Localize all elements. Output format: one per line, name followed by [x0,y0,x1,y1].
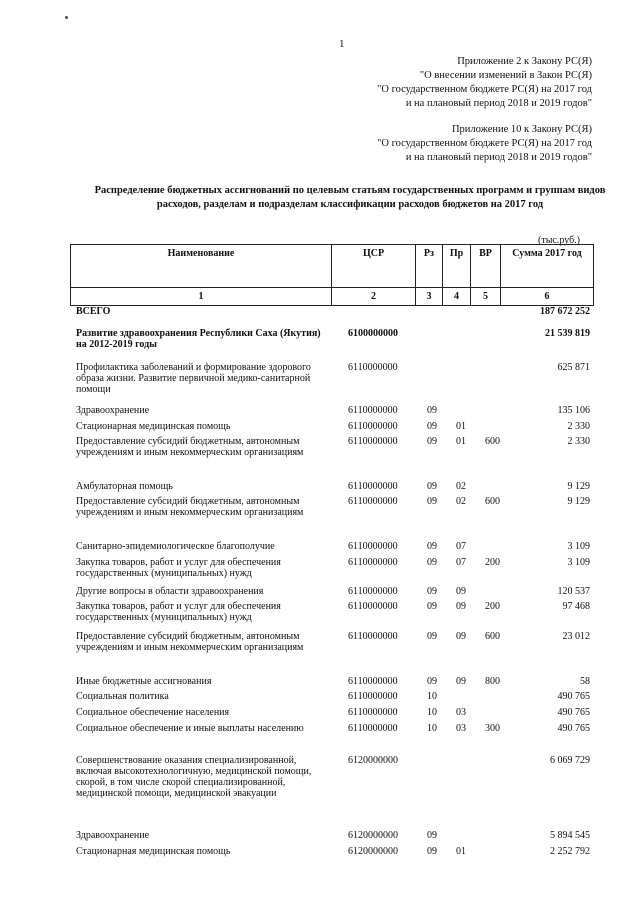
row-name: Профилактика заболеваний и формирование здорового образа жизни. Развитие первичной медико-санитарной помощи [76,362,311,395]
row-name: Здравоохранение [76,830,150,841]
row-pr: 09 [456,631,466,642]
row-csr: 6110000000 [348,481,398,492]
row-rz: 09 [427,601,437,612]
row-pr: 01 [456,436,466,447]
row-rz: 10 [427,691,437,702]
row-rz: 09 [427,846,437,857]
row-csr: 6110000000 [348,631,398,642]
annex-1-line: и на плановый период 2018 и 2019 годов" [405,98,592,109]
row-rz: 09 [427,631,437,642]
row-sum: 490 765 [557,691,590,702]
row-sum: 6 069 729 [550,755,590,766]
row-sum: 490 765 [557,723,590,734]
row-pr: 02 [456,481,466,492]
row-csr: 6110000000 [348,707,398,718]
row-pr: 07 [456,557,466,568]
row-name: Стационарная медицинская помощь [76,846,231,857]
row-name: Предоставление субсидий бюджетным, автономным учреждениям и иным некоммерческим организациям [76,496,304,518]
row-rz: 09 [427,421,437,432]
row-name: ВСЕГО [76,306,111,317]
row-rz: 09 [427,436,437,447]
row-name: Предоставление субсидий бюджетным, автономным учреждениям и иным некоммерческим организациям [76,631,304,653]
row-name: Закупка товаров, работ и услуг для обеспечения государственных (муниципальных) нужд [76,601,281,623]
row-pr: 03 [456,723,466,734]
row-name: Социальное обеспечение населения [76,707,230,718]
row-csr: 6110000000 [348,421,398,432]
row-pr: 01 [456,846,466,857]
row-csr: 6110000000 [348,723,398,734]
row-csr: 6110000000 [348,676,398,687]
row-rz: 09 [427,586,437,597]
row-csr: 6110000000 [348,405,398,416]
row-name: Иные бюджетные ассигнования [76,676,212,687]
row-sum: 5 894 545 [550,830,590,841]
row-pr: 03 [456,707,466,718]
header-rz: Рз [416,245,443,288]
row-sum: 9 129 [567,496,590,507]
row-name: Амбулаторная помощь [76,481,173,492]
row-rz: 09 [427,676,437,687]
title-line: расходов, разделам и подразделам классификации расходов бюджетов на 2017 год [156,199,544,210]
header-num-1: 1 [71,288,332,306]
row-sum: 3 109 [567,541,590,552]
row-rz: 09 [427,830,437,841]
row-csr: 6110000000 [348,496,398,507]
row-name: Социальное обеспечение и иные выплаты населению [76,723,304,734]
row-csr: 6110000000 [348,691,398,702]
row-csr: 6110000000 [348,541,398,552]
title-line: Распределение бюджетных ассигнований по целевым статьям государственных программ и группам видов [94,185,606,196]
row-sum: 9 129 [567,481,590,492]
row-pr: 09 [456,601,466,612]
units-label: (тыс.руб.) [538,235,581,246]
row-csr: 6100000000 [348,328,398,339]
header-num-2: 2 [332,288,416,306]
row-pr: 09 [456,586,466,597]
row-pr: 07 [456,541,466,552]
row-csr: 6110000000 [348,586,398,597]
row-csr: 6110000000 [348,436,398,447]
page-number: 1 [339,38,345,50]
row-csr: 6110000000 [348,362,398,373]
row-vr: 300 [485,723,500,734]
row-vr: 600 [485,631,500,642]
annex-1-line: Приложение 2 к Закону РС(Я) [457,56,592,67]
header-pr: Пр [443,245,471,288]
row-sum: 625 871 [557,362,590,373]
row-rz: 10 [427,723,437,734]
row-name: Закупка товаров, работ и услуг для обеспечения государственных (муниципальных) нужд [76,557,281,579]
annex-1-line: "О внесении изменений в Закон РС(Я) [419,70,592,81]
row-sum: 135 106 [557,405,590,416]
row-vr: 600 [485,436,500,447]
row-vr: 200 [485,601,500,612]
row-sum: 2 330 [567,421,590,432]
row-name: Совершенствование оказания специализированной, включая высокотехнологичную, медицинской помощи, скорой, в том числе скорой специализированной, медицинской помощи, медицинской эвакуации [76,755,312,799]
row-rz: 09 [427,496,437,507]
annex-2-line: Приложение 10 к Закону РС(Я) [451,124,592,135]
row-rz: 09 [427,405,437,416]
row-name: Социальная политика [76,691,169,702]
row-rz: 10 [427,707,437,718]
header-csr: ЦСР [332,245,416,288]
row-pr: 09 [456,676,466,687]
row-name: Санитарно-эпидемиологическое благополучие [76,541,275,552]
header-vr: ВР [471,245,501,288]
row-name: Здравоохранение [76,405,150,416]
row-rz: 09 [427,557,437,568]
row-sum: 21 539 819 [545,328,590,339]
row-vr: 800 [485,676,500,687]
row-sum: 97 468 [562,601,590,612]
annex-2-line: "О государственном бюджете РС(Я) на 2017 год [377,138,592,149]
row-csr: 6120000000 [348,755,398,766]
row-sum: 23 012 [562,631,590,642]
header-num-6: 6 [501,288,594,306]
header-num-5: 5 [471,288,501,306]
row-csr: 6110000000 [348,601,398,612]
row-sum: 3 109 [567,557,590,568]
annex-2-line: и на плановый период 2018 и 2019 годов" [405,152,592,163]
row-name: Другие вопросы в области здравоохранения [76,586,264,597]
row-csr: 6120000000 [348,830,398,841]
row-name: Стационарная медицинская помощь [76,421,231,432]
row-sum: 490 765 [557,707,590,718]
row-vr: 200 [485,557,500,568]
row-vr: 600 [485,496,500,507]
row-csr: 6120000000 [348,846,398,857]
row-rz: 09 [427,541,437,552]
header-name: Наименование [71,245,332,288]
row-sum: 120 537 [557,586,590,597]
header-num-4: 4 [443,288,471,306]
row-name: Предоставление субсидий бюджетным, автономным учреждениям и иным некоммерческим организациям [76,436,304,458]
row-pr: 02 [456,496,466,507]
header-num-3: 3 [416,288,443,306]
header-sum: Сумма 2017 год [501,245,594,288]
row-sum: 2 330 [567,436,590,447]
row-sum: 58 [580,676,590,687]
row-csr: 6110000000 [348,557,398,568]
row-rz: 09 [427,481,437,492]
row-name: Развитие здравоохранения Республики Саха (Якутия) на 2012-2019 годы [76,328,321,350]
row-sum: 2 252 792 [550,846,590,857]
row-sum: 187 672 252 [540,306,590,317]
row-pr: 01 [456,421,466,432]
annex-1-line: "О государственном бюджете РС(Я) на 2017 год [377,84,592,95]
